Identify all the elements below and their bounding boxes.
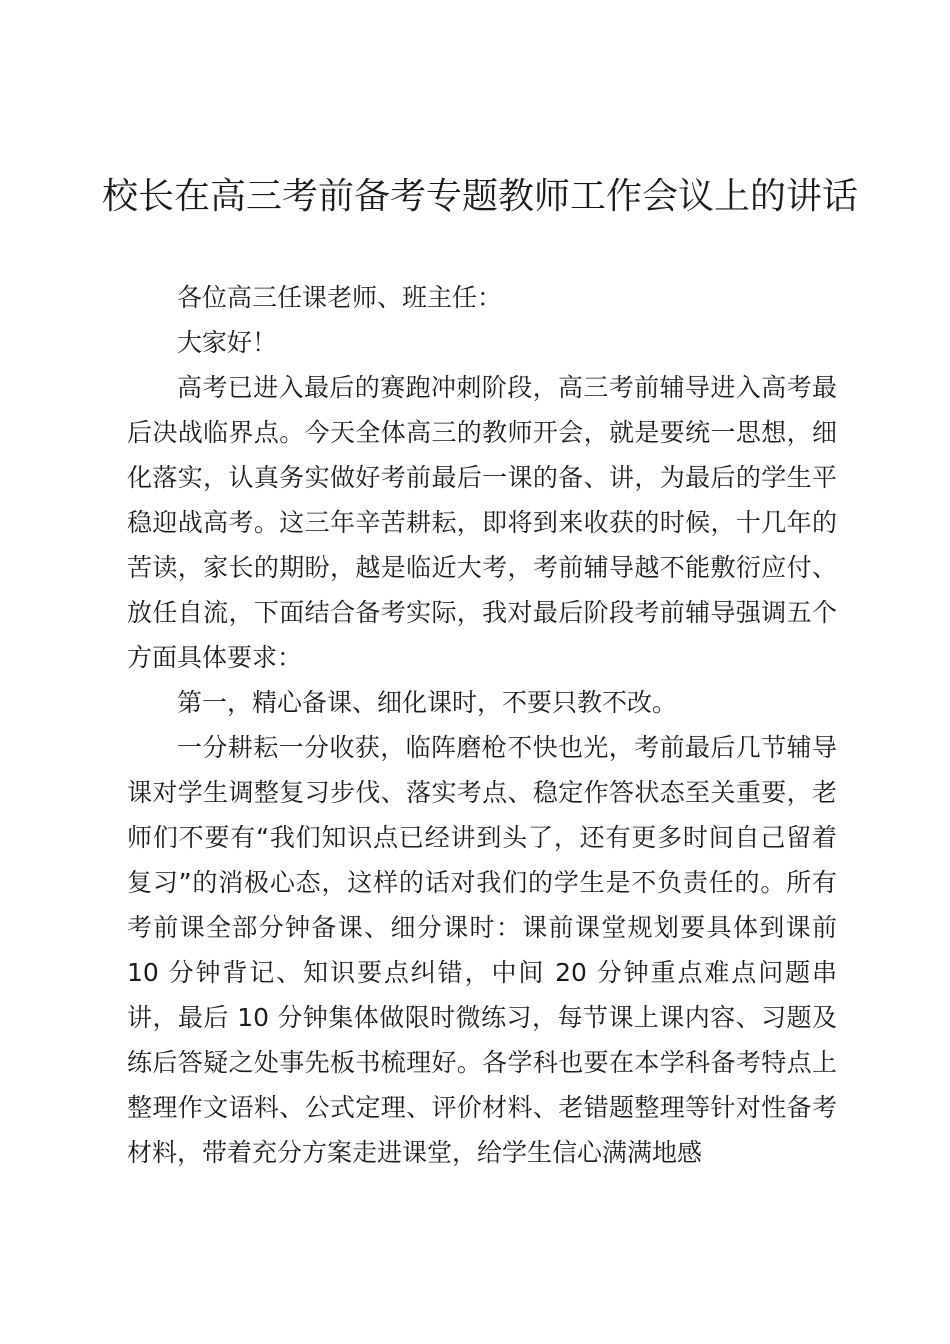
document-title: 校长在高三考前备考专题教师工作会议上的讲话 — [101, 176, 858, 217]
document-body — [127, 275, 837, 1175]
intro-paragraph: 高考已进入最后的赛跑冲刺阶段，高三考前辅导进入高考最后决战临界点。今天全体高三的教师开会，就是要统一思想，细化落实，认真务实做好考前最后一课的备、讲，为最后的学生平稳迎战高考。这三年辛苦耕耘，即将到来收获的时候，十几年的苦读，家长的期盼，越是临近大考，考前辅导越不能敷衍应付、放任自流，下面结合备考实际，我对最后阶段考前辅导强调五个方面具体要求： — [127, 373, 837, 672]
greeting-paragraph: 大家好！ — [177, 328, 278, 357]
section-heading-first: 第一，精心备课、细化课时，不要只教不改。 — [177, 688, 678, 717]
salutation-paragraph: 各位高三任课老师、班主任： — [177, 283, 503, 312]
body-paragraph: 一分耕耘一分收获，临阵磨枪不快也光，考前最后几节辅导课对学生调整复习步伐、落实考点、稳定作答状态至关重要，老师们不要有“我们知识点已经讲到头了，还有更多时间自己留着复习”的消极心态，这样的话对我们的学生是不负责任的。所有考前课全部分钟备课、细分课时：课前课堂规划要具体到课前 10 分钟背记、知识要点纠错，中间 20 分钟重点难点问题串讲，最后 10 分钟集体做限时微练习，每节课上课内容、习题及练后答疑之处事先板书梳理好。各学科也要在本学科备考特点上整理作文语料、公式定理、评价材料、老错题整理等针对性备考材料，带着充分方案走进课堂，给学生信心满满地感 — [127, 733, 837, 1167]
